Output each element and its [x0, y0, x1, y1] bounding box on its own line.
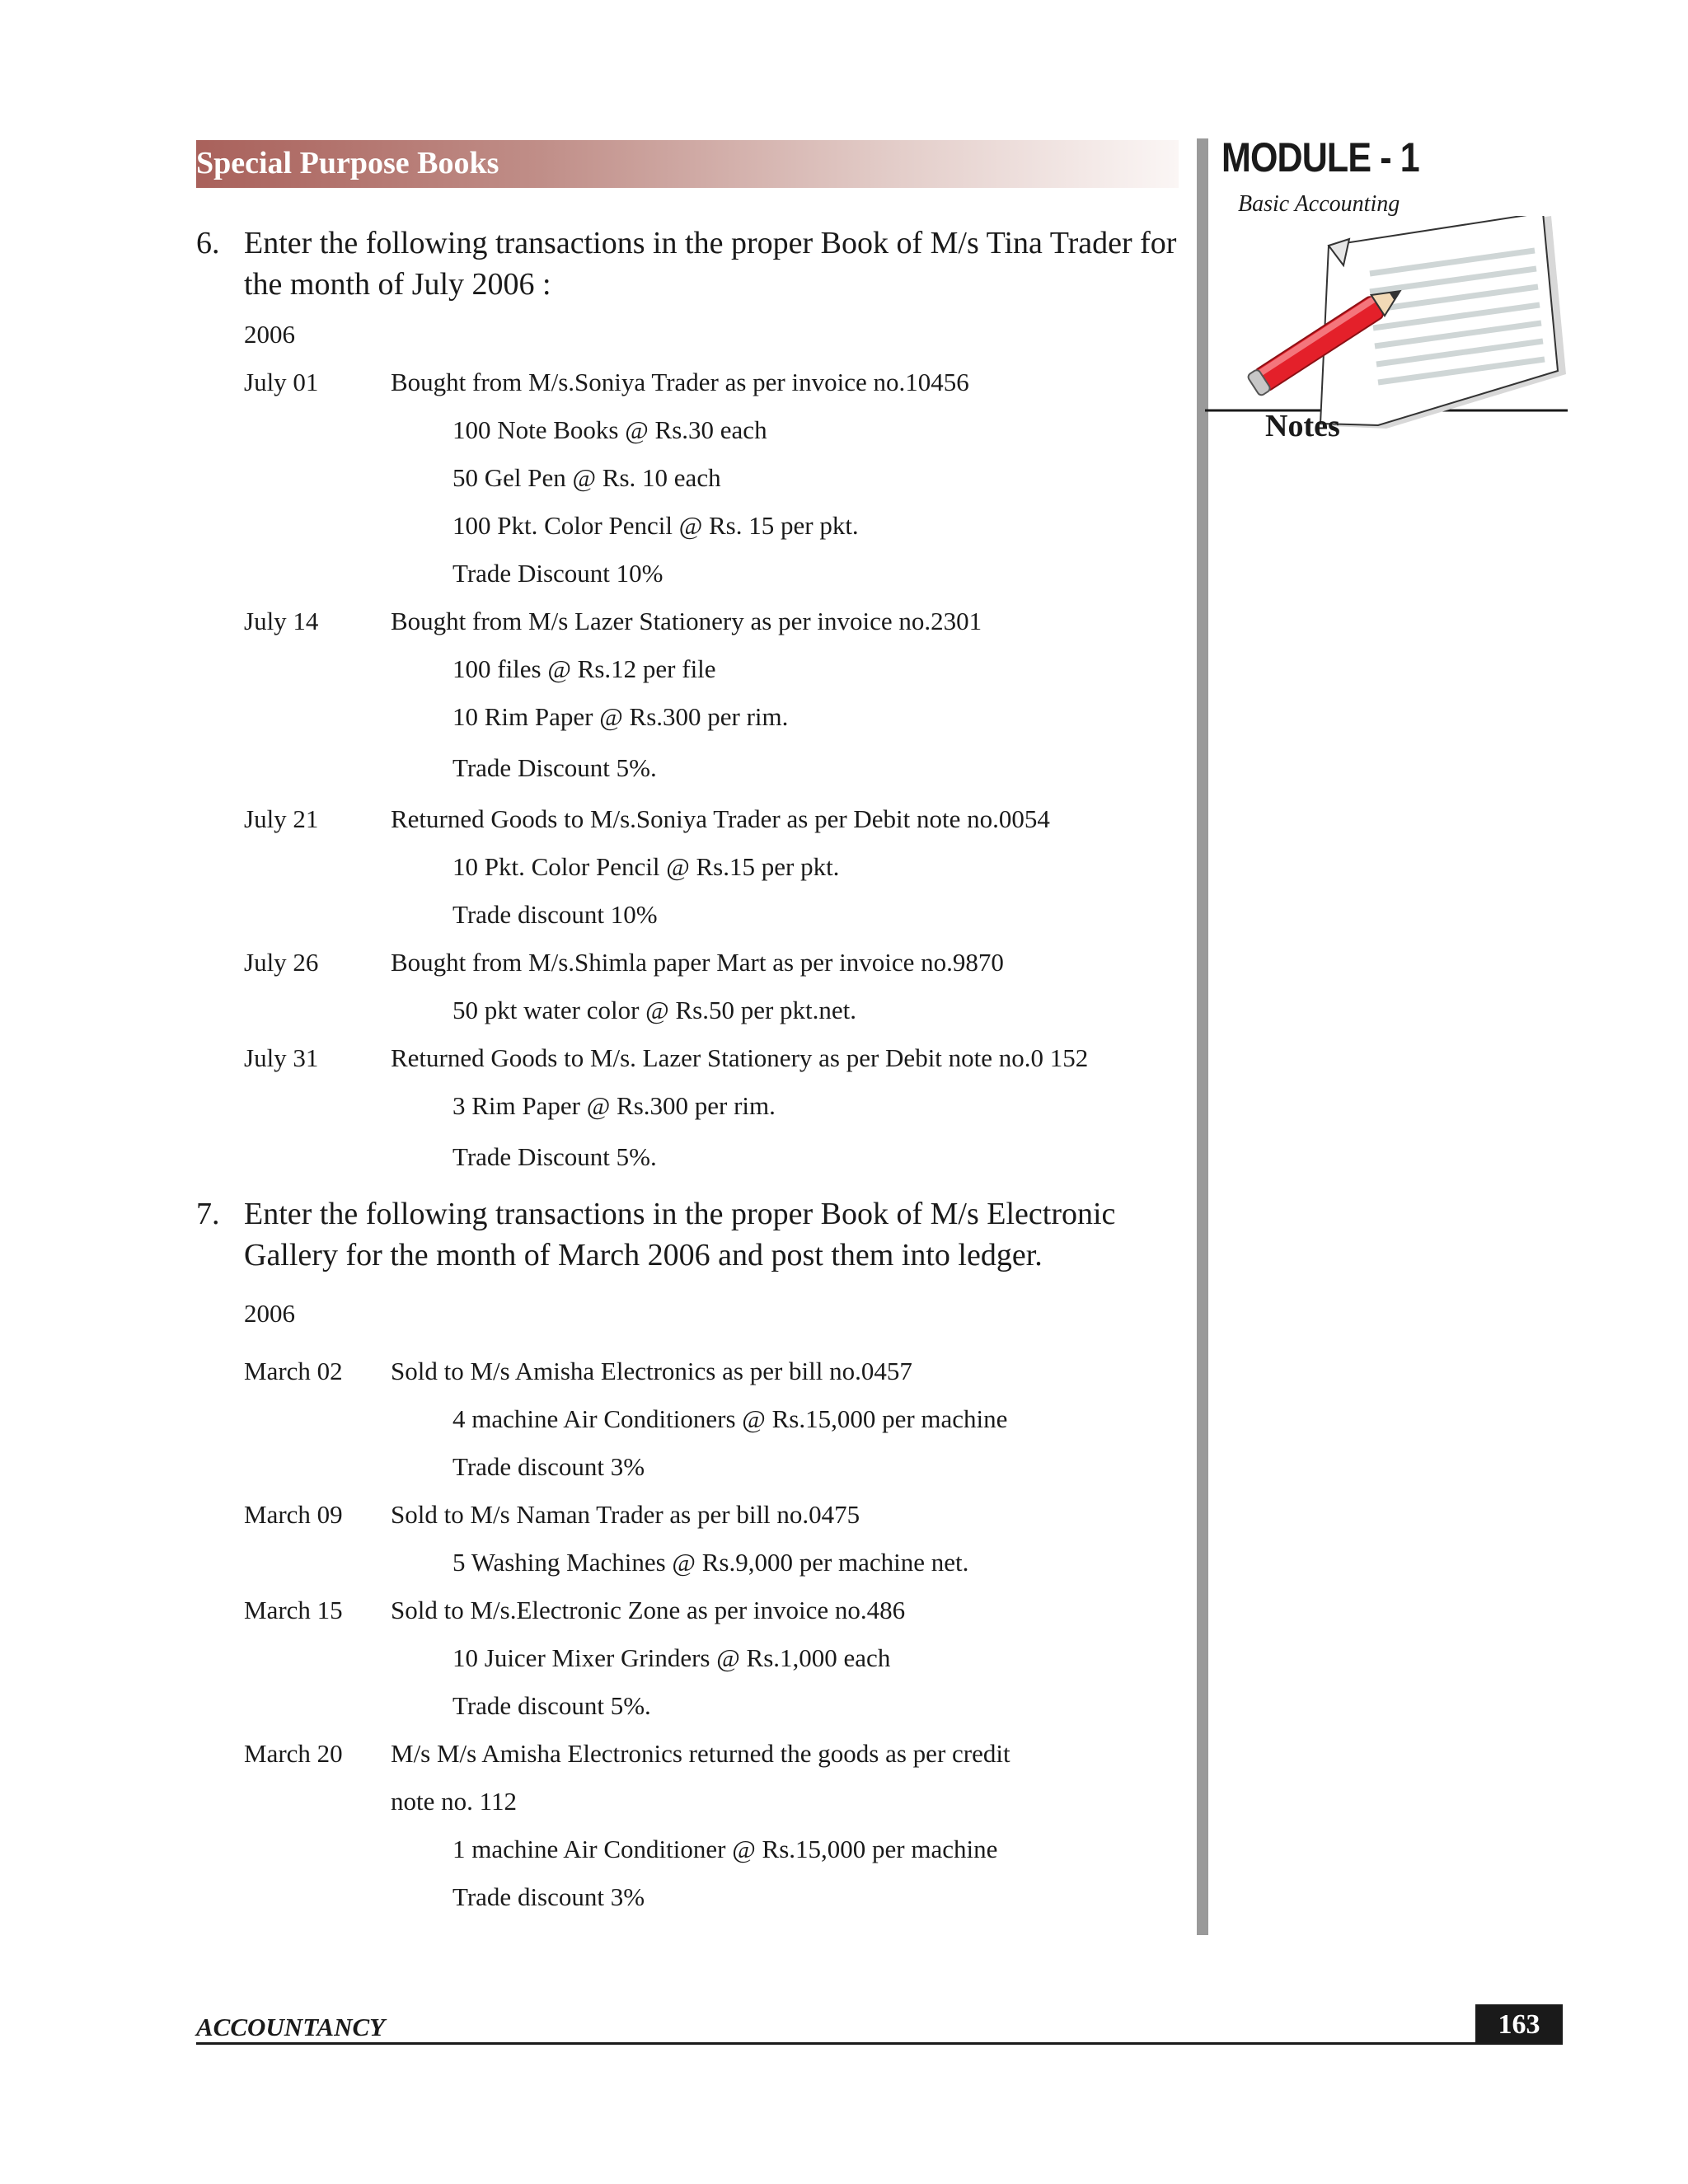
entry-description: Bought from M/s Lazer Stationery as per invoice no.2301 — [391, 607, 982, 635]
entry-description: Bought from M/s.Shimla paper Mart as per invoice no.9870 — [391, 948, 1004, 977]
entry-item: 3 Rim Paper @ Rs.300 per rim. — [452, 1091, 776, 1120]
question-6 — [196, 223, 1193, 305]
notes-label: Notes — [1265, 409, 1340, 443]
year-label: 2006 — [244, 320, 295, 349]
entry-item: 1 machine Air Conditioner @ Rs.15,000 per machine — [452, 1835, 998, 1863]
entry-date: March 15 — [244, 1596, 343, 1624]
entry-description: Bought from M/s.Soniya Trader as per invoice no.10456 — [391, 368, 969, 396]
entry-description: Sold to M/s Naman Trader as per bill no.0475 — [391, 1500, 860, 1529]
entry-item: 100 files @ Rs.12 per file — [452, 654, 716, 683]
entry-item: Trade discount 3% — [452, 1882, 645, 1911]
entry-date: July 31 — [244, 1043, 319, 1072]
entry-description: Returned Goods to M/s.Soniya Trader as per Debit note no.0054 — [391, 804, 1050, 833]
question-text: Enter the following transactions in the proper Book of M/s Tina Trader for the month of July 2006 : — [244, 226, 1177, 302]
footer-subject: ACCOUNTANCY — [196, 2013, 386, 2041]
entry-item: 100 Note Books @ Rs.30 each — [452, 415, 767, 444]
entry-date: March 20 — [244, 1739, 343, 1768]
entry-item: Trade discount 10% — [452, 900, 658, 929]
module-subtitle: Basic Accounting — [1238, 191, 1400, 217]
entry-description-continued: note no. 112 — [391, 1787, 517, 1816]
footer-rule — [196, 2042, 1563, 2045]
question-number: 6. — [196, 226, 220, 260]
entry-date: March 09 — [244, 1500, 343, 1529]
section-header-band — [196, 140, 1179, 188]
notes-pencil-icon — [1205, 216, 1568, 455]
entry-date: July 01 — [244, 368, 319, 396]
year-label: 2006 — [244, 1299, 295, 1328]
entry-item: Trade Discount 10% — [452, 559, 663, 588]
entry-date: March 02 — [244, 1357, 343, 1385]
entry-item: 10 Juicer Mixer Grinders @ Rs.1,000 each — [452, 1643, 891, 1672]
entry-item: 50 Gel Pen @ Rs. 10 each — [452, 463, 721, 492]
page-number: 163 — [1475, 2004, 1563, 2045]
entry-item: 50 pkt water color @ Rs.50 per pkt.net. — [452, 996, 857, 1024]
entry-item: 5 Washing Machines @ Rs.9,000 per machine net. — [452, 1548, 969, 1577]
entry-item: Trade Discount 5%. — [452, 753, 657, 782]
entry-description: Sold to M/s Amisha Electronics as per bill no.0457 — [391, 1357, 912, 1385]
entry-date: July 14 — [244, 607, 319, 635]
entry-item: 4 machine Air Conditioners @ Rs.15,000 per machine — [452, 1404, 1008, 1433]
section-title: Special Purpose Books — [196, 146, 499, 180]
entry-item: 10 Pkt. Color Pencil @ Rs.15 per pkt. — [452, 852, 840, 881]
entry-item: Trade Discount 5%. — [452, 1142, 657, 1171]
entry-description: Returned Goods to M/s. Lazer Stationery as per Debit note no.0 152 — [391, 1043, 1089, 1072]
question-number: 7. — [196, 1197, 220, 1231]
question-7 — [196, 1193, 1193, 1276]
entry-description: Sold to M/s.Electronic Zone as per invoice no.486 — [391, 1596, 906, 1624]
entry-date: July 26 — [244, 948, 319, 977]
entry-item: 100 Pkt. Color Pencil @ Rs. 15 per pkt. — [452, 511, 859, 540]
entry-description: M/s M/s Amisha Electronics returned the goods as per credit — [391, 1739, 1010, 1768]
entry-item: 10 Rim Paper @ Rs.300 per rim. — [452, 702, 789, 731]
entry-date: July 21 — [244, 804, 319, 833]
module-title: MODULE - 1 — [1221, 134, 1419, 180]
entry-item: Trade discount 5%. — [452, 1691, 651, 1720]
question-text: Enter the following transactions in the proper Book of M/s Electronic Gallery for the month of March 2006 and post them into ledger. — [244, 1197, 1116, 1272]
entry-item: Trade discount 3% — [452, 1452, 645, 1481]
